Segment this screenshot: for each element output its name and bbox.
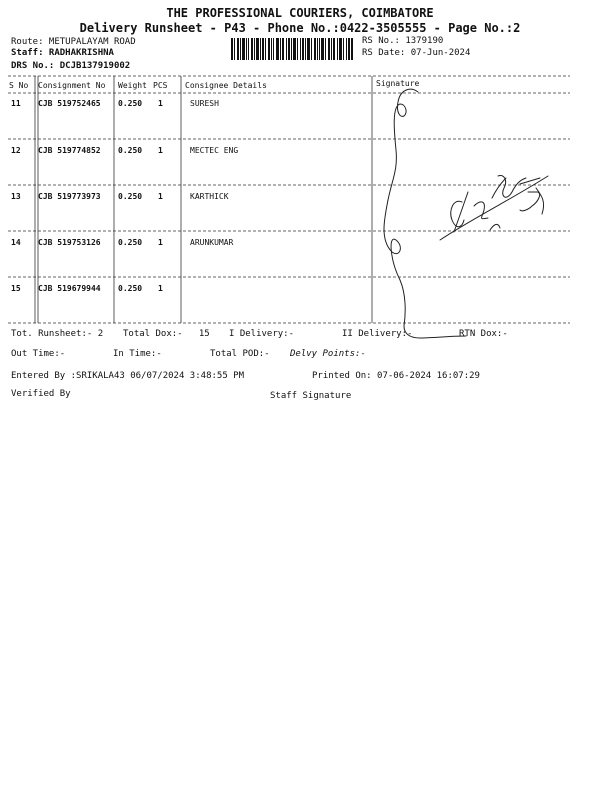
table-row-consignment: CJB 519773973 — [38, 192, 101, 201]
out-time: Out Time:- — [11, 349, 66, 359]
total-dox: Total Dox:- 15 — [123, 329, 210, 339]
staff-label: Staff: RADHAKRISHNA — [11, 48, 114, 58]
table-row-consignment: CJB 519679944 — [38, 284, 101, 293]
tot-runsheet: Tot. Runsheet:- 2 — [11, 329, 104, 339]
table-row-sno: 13 — [11, 192, 21, 201]
table-row-pcs: 1 — [158, 238, 163, 247]
table-row-weight: 0.250 — [118, 146, 143, 155]
table-row-consignee: SURESH — [190, 99, 219, 108]
table-row-pcs: 1 — [158, 284, 163, 293]
table-row-pcs: 1 — [158, 192, 163, 201]
staff-signature: Staff Signature — [270, 391, 352, 401]
runsheet-title: Delivery Runsheet - P43 - Phone No.:0422-3505555 - Page No.:2 — [79, 21, 521, 35]
in-time: In Time:- — [113, 349, 162, 359]
table-row-sno: 14 — [11, 238, 21, 247]
company-name: THE PROFESSIONAL COURIERS, COIMBATORE — [166, 6, 434, 20]
ii-delivery: II Delivery:- — [342, 329, 413, 339]
table-row-weight: 0.250 — [118, 192, 143, 201]
route-label: Route: METUPALAYAM ROAD — [11, 37, 136, 47]
i-delivery: I Delivery:- — [229, 329, 295, 339]
table-row-sno: 15 — [11, 284, 21, 293]
table-row-sno: 11 — [11, 99, 21, 108]
table-row-consignment: CJB 519774852 — [38, 146, 101, 155]
table-row-consignee: KARTHICK — [190, 192, 229, 201]
printed-on: Printed On: 07-06-2024 16:07:29 — [312, 371, 480, 381]
verified-by: Verified By — [11, 389, 71, 399]
total-pod: Total POD:- — [210, 349, 270, 359]
table-row-pcs: 1 — [158, 99, 163, 108]
table-row-consignee: ARUNKUMAR — [190, 238, 234, 247]
col-pcs: PCS — [153, 81, 168, 90]
table-row-consignment: CJB 519752465 — [38, 99, 101, 108]
rs-date: RS Date: 07-Jun-2024 — [362, 48, 471, 58]
table-row-consignment: CJB 519753126 — [38, 238, 101, 247]
table-row-weight: 0.250 — [118, 284, 143, 293]
col-signature: Signature — [376, 79, 420, 88]
rtn-dox: RTN Dox:- — [459, 329, 508, 339]
entered-by: Entered By :SRIKALA43 06/07/2024 3:48:55 PM — [11, 371, 244, 381]
delvy-points: Delvy Points:- — [290, 349, 366, 359]
col-sno: S No — [9, 81, 29, 90]
table-row-pcs: 1 — [158, 146, 163, 155]
drs-number: DRS No.: DCJB137919002 — [11, 61, 131, 71]
col-consignee: Consignee Details — [185, 81, 267, 90]
rs-number: RS No.: 1379190 — [362, 36, 444, 46]
table-row-sno: 12 — [11, 146, 21, 155]
table-row-weight: 0.250 — [118, 238, 143, 247]
col-weight: Weight — [118, 81, 147, 90]
handwritten-signature — [370, 80, 570, 350]
table-row-weight: 0.250 — [118, 99, 143, 108]
signature-text: C/N RJN — [370, 80, 375, 81]
table-row-consignee: MECTEC ENG — [190, 146, 239, 155]
col-consignment: Consignment No — [38, 81, 106, 90]
